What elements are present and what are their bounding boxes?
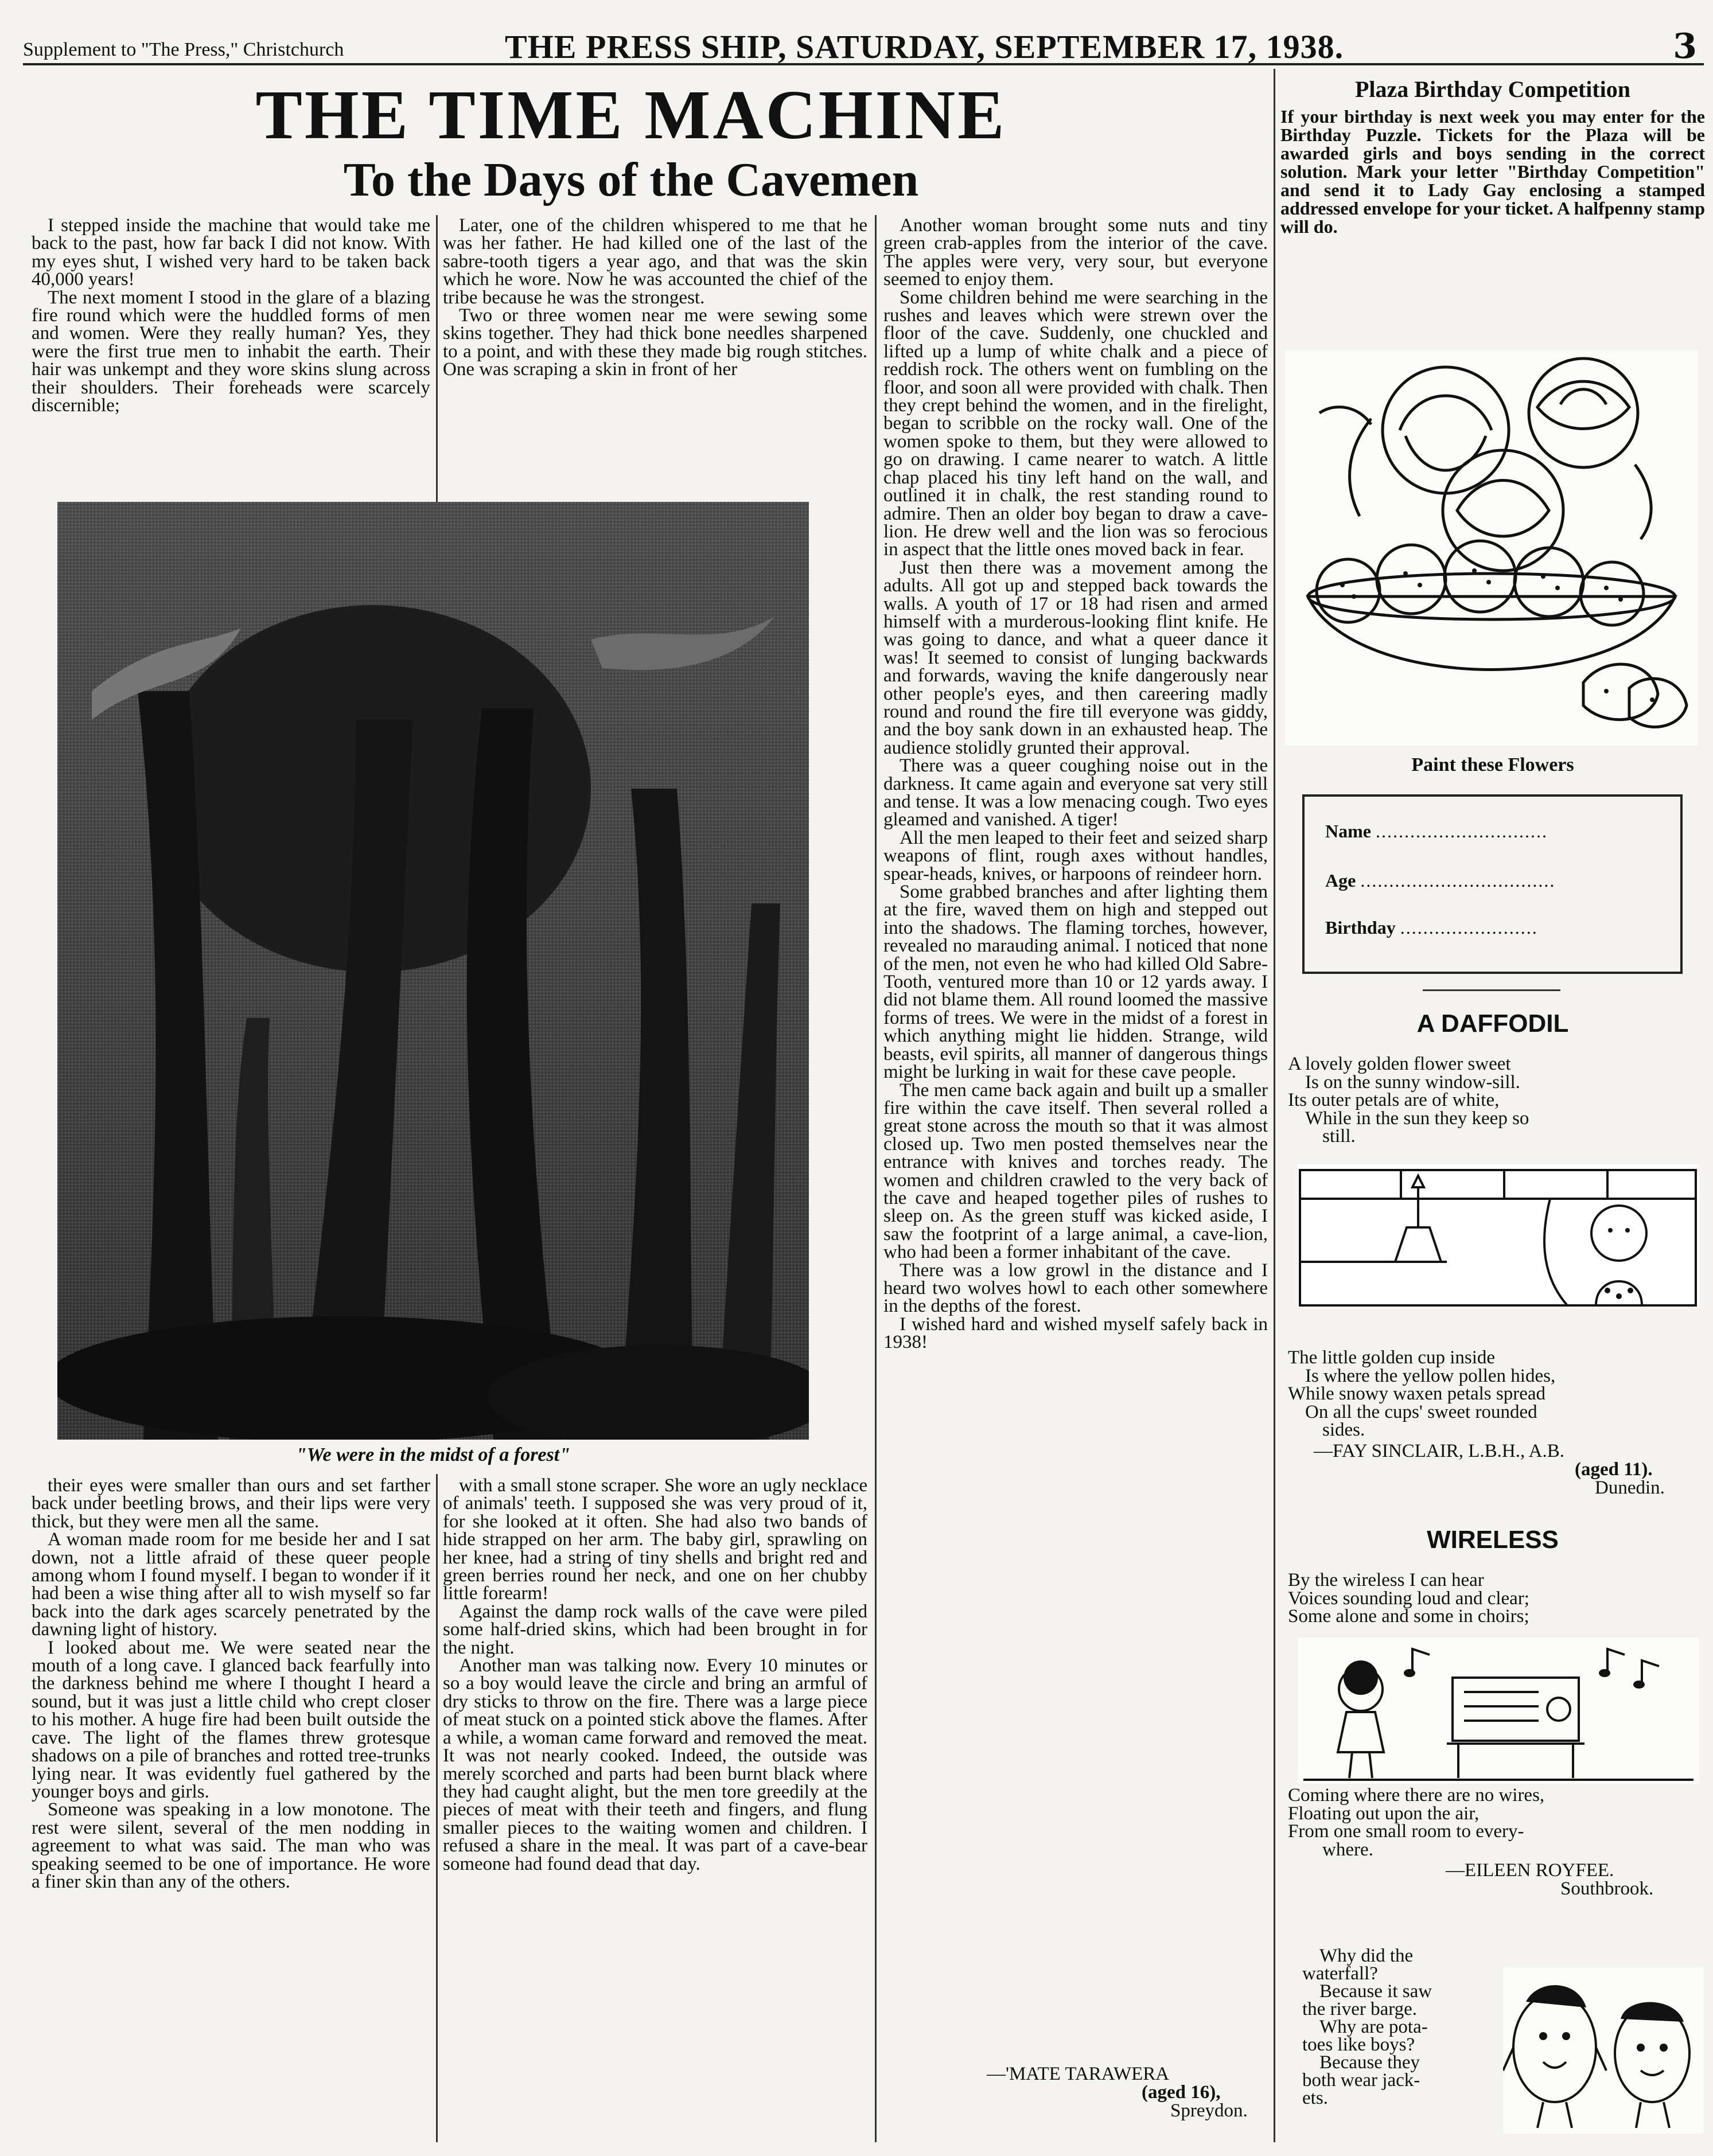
article-column-1-bottom bbox=[32, 1477, 430, 2145]
poem-line: From one small room to every- bbox=[1288, 1821, 1524, 1842]
poem-line: Voices sounding loud and clear; bbox=[1288, 1588, 1529, 1609]
article-paragraph: I looked about me. We were seated near the mouth of a long cave. I glanced back fearfully into the darkness behind me where I thought I heard a sound, but it was just a little child who crept closer to his mother. A huge fire had been built outside the cave. The light of the flames threw grotesque shadows on a pile of branches and rotted tree-trunks lying near. It was evidently fuel gathered by the younger boys and girls. bbox=[32, 1637, 430, 1802]
riddle-line: the river barge. bbox=[1302, 1999, 1418, 2019]
forest-illustration bbox=[57, 502, 809, 1440]
wireless-illustration bbox=[1298, 1638, 1699, 1784]
riddle-line: ets. bbox=[1302, 2088, 1328, 2108]
article-paragraph: Another woman brought some nuts and tiny green crab-apples from the interior of the cave. The apples were very, very sour, but everyone seemed to enjoy them. bbox=[883, 217, 1268, 290]
plaza-competition bbox=[1280, 76, 1705, 236]
article-column-2-bottom bbox=[443, 1477, 867, 2145]
poem-line: Is where the yellow pollen hides, bbox=[1305, 1365, 1556, 1386]
daffodil-author-place: Dunedin. bbox=[1595, 1477, 1665, 1498]
poem-line: where. bbox=[1322, 1839, 1373, 1860]
article-paragraph: Some children behind me were searching in the rushes and leaves which were strewn over the floor of the cave. Suddenly, one chuckled and lifted up a lump of white chalk and a piece of reddish rock. The others went on fumbling on the floor, and soon all were provided with chalk. Then they crept behind the women, and in the firelight, began to scribble on the rocky wall. One of the women spoke to them, but they were allowed to go on drawing. I came nearer to watch. A little chap placed his tiny left hand on the wall, and outlined it in chalk, the rest standing round to admire. Then an older boy began to draw a cave-lion. He drew well and the lion was so ferocious in aspect that the little ones moved back in fear. bbox=[883, 287, 1268, 560]
name-label: Name bbox=[1325, 821, 1371, 841]
riddle-line: toes like boys? bbox=[1302, 2034, 1415, 2055]
competition-text: If your birthday is next week you may enter for the Birthday Puzzle. Tickets for the Plaza will be awarded girls and boys sending in the correct solution. Mark your letter "Birthday Competition" and send it to Lady Gay enclosing a stamped addressed envelope for your ticket. A halfpenny stamp will do. bbox=[1280, 106, 1705, 237]
article-author-age: (aged 16), bbox=[1142, 2082, 1221, 2103]
wireless-verse-2 bbox=[1288, 1787, 1707, 1859]
supplement-label: Supplement to "The Press," Christchurch bbox=[23, 39, 344, 60]
poem-line: Its outer petals are of white, bbox=[1288, 1090, 1500, 1110]
masthead bbox=[23, 23, 1704, 65]
article-paragraph: their eyes were smaller than ours and set farther back under beetling brows, and their lips were very thick, but they were men all the same. bbox=[32, 1477, 430, 1532]
window-drawing bbox=[1298, 1164, 1699, 1308]
column-rule bbox=[436, 1474, 438, 2142]
riddle-line: Why did the bbox=[1319, 1946, 1414, 1966]
article-paragraph: All the men leaped to their feet and seized sharp weapons of flint, rough axes without handles, spear-heads, knives, or harpoons of reindeer horn. bbox=[883, 827, 1268, 884]
form-row-name bbox=[1325, 821, 1548, 842]
wireless-title: WIRELESS bbox=[1427, 1526, 1559, 1554]
section-divider bbox=[1423, 989, 1560, 991]
article-paragraph: The men came back again and built up a smaller fire within the cave itself. Then several rolled a great stone across the mouth so that it was almost closed up. Two men posted themselves near the entrance with knives and torches ready. The women and children crawled to the very back of the cave and heaped together piles of rushes to sleep on. As the green stuff was kicked aside, I saw the footprint of a large animal, a cave-lion, who had been a former inhabitant of the cave. bbox=[883, 1079, 1268, 1263]
column-rule bbox=[1274, 69, 1275, 2142]
poem-line: A lovely golden flower sweet bbox=[1288, 1054, 1511, 1074]
article-paragraph: There was a low growl in the distance and I heard two wolves howl to each other somewhere in the depths of the forest. bbox=[883, 1260, 1268, 1317]
riddle-line: Why are pota- bbox=[1319, 2017, 1428, 2037]
age-label: Age bbox=[1325, 870, 1356, 891]
wireless-author-place: Southbrook. bbox=[1560, 1878, 1654, 1899]
article-paragraph: Against the damp rock walls of the cave were piled some half-dried skins, which had been brought in for the night. bbox=[443, 1601, 867, 1658]
article-paragraph: Two or three women near me were sewing some skins together. They had thick bone needles sharpened to a point, and with these they made big rough stitches. One was scraping a skin in front of her bbox=[443, 305, 867, 380]
riddle-line: waterfall? bbox=[1302, 1963, 1378, 1984]
poem-line: still. bbox=[1322, 1126, 1356, 1147]
poem-line: The little golden cup inside bbox=[1288, 1347, 1496, 1368]
article-author-place: Spreydon. bbox=[1170, 2100, 1248, 2121]
daffodil-verse-1 bbox=[1288, 1055, 1707, 1146]
daffodil-title: A DAFFODIL bbox=[1416, 1009, 1569, 1038]
article-paragraph: with a small stone scraper. She wore an ugly necklace of animals' teeth. I supposed she was very proud of it, for she looked at it often. She had also two bands of hide strapped on her arm. The baby girl, sprawling on her knee, had a string of tiny shells and bright red and green berries round her neck, and one on her chubby little forearm! bbox=[443, 1477, 867, 1604]
article-paragraph: Later, one of the children whispered to me that he was her father. He had killed one of the last of the sabre-tooth tigers a year ago, and that was the skin which he wore. Now he was accounted the chief of the tribe because he was the strongest. bbox=[443, 217, 867, 308]
poem-line: While snowy waxen petals spread bbox=[1288, 1383, 1546, 1404]
riddle-line: both wear jack- bbox=[1302, 2070, 1420, 2091]
competition-title: Plaza Birthday Competition bbox=[1355, 76, 1630, 102]
article-paragraph: The next moment I stood in the glare of a blazing fire round which were the huddled forms of men and women. Were they really human? Yes, they were the first true men to inhabit the earth. Their hair was unkempt and they wore skins slung across their shoulders. Their foreheads were scarcely discernible; bbox=[32, 287, 430, 416]
daffodil-verse-2 bbox=[1288, 1349, 1707, 1440]
article-paragraph: Just then there was a movement among the adults. All got up and stepped back towards the walls. A youth of 17 or 18 had risen and armed himself with a murderous-looking flint knife. He was going to dance, and what a queer dance it was! It seemed to consist of lunging backwards and forwards, waving the knife dangerously near other people's eyes, and then careering madly round and round the fire till everyone was giddy, and the boy sank down in an exhausted heap. The audience stolidly grunted their approval. bbox=[883, 557, 1268, 758]
poem-line: On all the cups' sweet rounded bbox=[1305, 1401, 1537, 1422]
daffodil-author-age: (aged 11). bbox=[1575, 1459, 1653, 1480]
poem-line: While in the sun they keep so bbox=[1305, 1108, 1529, 1129]
article-paragraph: A woman made room for me beside her and I sat down, not a little afraid of these queer people among whom I found myself. I began to wonder if it had been a wise thing after all to wish myself so far back into the dark ages scarcely penetrated by the dawning light of history. bbox=[32, 1529, 430, 1640]
riddle-block bbox=[1302, 1947, 1497, 2107]
riddle-line: Because it saw bbox=[1319, 1981, 1432, 2002]
birthday-field[interactable]: ........................ bbox=[1400, 917, 1538, 938]
column-rule bbox=[875, 215, 877, 2142]
wireless-author: —EILEEN ROYFEE. bbox=[1446, 1860, 1614, 1881]
article-paragraph: Another man was talking now. Every 10 minutes or so a boy would leave the circle and bring an armful of dry sticks to throw on the fire. There was a large piece of meat stuck on a pointed stick above the flames. After a while, a woman came forward and removed the meat. It was not nearly cooked. Indeed, the outside was merely scorched and parts had been burnt black where they had caught alight, but the men tore greedily at the pieces of meat with their teeth and fingers, and flung smaller pieces to the waiting women and children. I refused a share in the meal. It was part of a cave-bear someone had found dead that day. bbox=[443, 1655, 867, 1874]
paper-dateline: THE PRESS SHIP, SATURDAY, SEPTEMBER 17, 1938. bbox=[505, 28, 1344, 65]
poem-line: sides. bbox=[1322, 1420, 1365, 1440]
potato-illustration bbox=[1503, 1967, 1704, 2134]
column-rule bbox=[436, 215, 438, 502]
subheadline: To the Days of the Cavemen bbox=[343, 153, 919, 206]
article-column-1-top bbox=[32, 217, 430, 495]
daffodil-window-illustration bbox=[1298, 1164, 1699, 1308]
article-author: —'MATE TARAWERA bbox=[987, 2064, 1170, 2084]
article-paragraph: Some grabbed branches and after lighting them at the fire, waved them on high and stepped out into the shadows. The flaming torches, however, revealed no marauding animal. I noticed that none of the men, not even he who had killed Old Sabre-Tooth, ventured more than 10 or 12 yards away. I did not blame them. All round loomed the massive forms of trees. We were in the midst of a forest in which anything might lie hidden. Strange, wild beasts, evil spirits, all manner of dangerous things might be lurking in wait for these cave people. bbox=[883, 882, 1268, 1083]
entry-form bbox=[1302, 794, 1683, 974]
article-column-2-top bbox=[443, 217, 867, 495]
illustration-caption: "We were in the midst of a forest" bbox=[295, 1444, 571, 1465]
article-column-3 bbox=[883, 217, 1268, 2058]
birthday-label: Birthday bbox=[1325, 917, 1396, 938]
radio-drawing bbox=[1298, 1638, 1699, 1784]
paint-caption: Paint these Flowers bbox=[1411, 754, 1574, 775]
form-row-age bbox=[1325, 870, 1555, 891]
page-number: 3 bbox=[1673, 26, 1697, 67]
wireless-verse-1 bbox=[1288, 1572, 1707, 1626]
potato-drawing bbox=[1503, 1967, 1704, 2134]
article-paragraph: I wished hard and wished myself safely back in 1938! bbox=[883, 1313, 1268, 1353]
age-field[interactable]: .................................. bbox=[1360, 870, 1556, 891]
daffodil-author: —FAY SINCLAIR, L.B.H., A.B. bbox=[1314, 1441, 1565, 1461]
headline: THE TIME MACHINE bbox=[255, 76, 1007, 154]
poem-line: Is on the sunny window-sill. bbox=[1305, 1071, 1520, 1093]
poem-line: Coming where there are no wires, bbox=[1288, 1785, 1545, 1806]
form-row-birthday bbox=[1325, 917, 1538, 938]
name-field[interactable]: .............................. bbox=[1375, 821, 1548, 841]
article-paragraph: I stepped inside the machine that would take me back to the past, how far back I did not know. With my eyes shut, I wished very hard to be taken back 40,000 years! bbox=[32, 217, 430, 290]
article-paragraph: Someone was speaking in a low monotone. The rest were silent, several of the men nodding in agreement to what was said. The man who was speaking seemed to be one of importance. He wore a finer skin than any of the others. bbox=[32, 1799, 430, 1892]
poem-line: Floating out upon the air, bbox=[1288, 1803, 1480, 1824]
flowers-drawing bbox=[1285, 350, 1698, 746]
riddle-line: Because they bbox=[1319, 2052, 1420, 2073]
flowers-illustration bbox=[1285, 350, 1698, 746]
poem-line: Some alone and some in choirs; bbox=[1288, 1606, 1529, 1627]
poem-line: By the wireless I can hear bbox=[1288, 1570, 1484, 1590]
article-paragraph: There was a queer coughing noise out in the darkness. It came again and everyone sat very still and tense. It was a low menacing cough. Two eyes gleamed and vanished. A tiger! bbox=[883, 755, 1268, 831]
forest-drawing bbox=[57, 502, 809, 1440]
